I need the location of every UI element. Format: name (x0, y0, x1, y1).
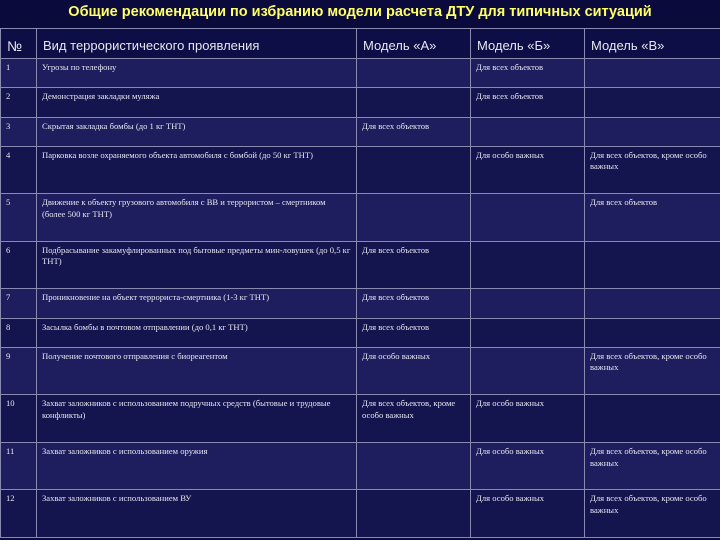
header-model-v: Модель «В» (585, 29, 720, 59)
row-model-a: Для всех объектов (357, 318, 471, 347)
row-model-v (585, 241, 720, 289)
row-model-b (471, 347, 585, 395)
row-num: 2 (1, 88, 37, 117)
table-row (1, 490, 720, 538)
row-model-b (471, 241, 585, 289)
row-model-b: Для особо важных (471, 146, 585, 194)
row-model-v (585, 318, 720, 347)
table-row (1, 347, 720, 395)
row-model-b (471, 117, 585, 146)
row-num: 10 (1, 395, 37, 443)
table-row (1, 318, 720, 347)
table-row (1, 395, 720, 443)
row-model-b: Для всех объектов (471, 88, 585, 117)
row-model-a: Для всех объектов (357, 117, 471, 146)
row-type: Парковка возле охраняемого объекта автомобиля с бомбой (до 50 кг ТНТ) (37, 146, 357, 194)
row-model-a: Для особо важных (357, 347, 471, 395)
row-num: 1 (1, 59, 37, 88)
row-num: 7 (1, 289, 37, 318)
row-model-a: Для всех объектов, кроме особо важных (357, 395, 471, 443)
row-model-b: Для особо важных (471, 395, 585, 443)
table-row (1, 241, 720, 289)
row-num: 12 (1, 490, 37, 538)
row-model-a: Для всех объектов (357, 241, 471, 289)
row-num: 8 (1, 318, 37, 347)
row-type: Получение почтового отправления с биореагентом (37, 347, 357, 395)
row-model-a (357, 59, 471, 88)
row-model-b (471, 194, 585, 242)
recommendations-table (0, 28, 720, 538)
table-row (1, 442, 720, 490)
row-model-b: Для особо важных (471, 490, 585, 538)
row-type: Захват заложников с использованием подручных средств (бытовые и трудовые конфликты) (37, 395, 357, 443)
row-type: Движение к объекту грузового автомобиля с ВВ и террористом – смертником (более 500 кг ТНТ) (37, 194, 357, 242)
row-type: Подбрасывание закамуфлированных под бытовые предметы мин-ловушек (до 0,5 кг ТНТ) (37, 241, 357, 289)
row-model-a: Для всех объектов (357, 289, 471, 318)
row-model-v (585, 395, 720, 443)
page-title: Общие рекомендации по избранию модели расчета ДТУ для типичных ситуаций (68, 4, 652, 20)
header-model-b: Модель «Б» (471, 29, 585, 59)
row-model-v (585, 289, 720, 318)
row-type: Проникновение на объект террориста-смертника (1-3 кг ТНТ) (37, 289, 357, 318)
table-row (1, 88, 720, 117)
row-num: 11 (1, 442, 37, 490)
row-type: Угрозы по телефону (37, 59, 357, 88)
row-num: 4 (1, 146, 37, 194)
row-num: 5 (1, 194, 37, 242)
row-model-a (357, 88, 471, 117)
row-type: Демонстрация закладки муляжа (37, 88, 357, 117)
table-row (1, 289, 720, 318)
row-num: 9 (1, 347, 37, 395)
header-type: Вид террористического проявления (37, 29, 357, 59)
row-num: 6 (1, 241, 37, 289)
row-model-v (585, 88, 720, 117)
row-model-v: Для всех объектов, кроме особо важных (585, 442, 720, 490)
row-model-v: Для всех объектов, кроме особо важных (585, 146, 720, 194)
row-model-v: Для всех объектов, кроме особо важных (585, 347, 720, 395)
header-num: № (1, 29, 37, 59)
row-type: Засылка бомбы в почтовом отправлении (до 0,1 кг ТНТ) (37, 318, 357, 347)
header-row (1, 29, 720, 59)
table-row (1, 194, 720, 242)
row-type: Захват заложников с использованием оружия (37, 442, 357, 490)
table-row (1, 146, 720, 194)
row-model-a (357, 146, 471, 194)
row-model-a (357, 442, 471, 490)
row-type: Скрытая закладка бомбы (до 1 кг ТНТ) (37, 117, 357, 146)
table-row (1, 59, 720, 88)
row-model-a (357, 490, 471, 538)
header-model-a: Модель «А» (357, 29, 471, 59)
row-model-v (585, 59, 720, 88)
row-model-b (471, 289, 585, 318)
row-model-b: Для всех объектов (471, 59, 585, 88)
row-model-v: Для всех объектов (585, 194, 720, 242)
row-model-b: Для особо важных (471, 442, 585, 490)
row-type: Захват заложников с использованием ВУ (37, 490, 357, 538)
row-model-b (471, 318, 585, 347)
row-model-v (585, 117, 720, 146)
row-model-a (357, 194, 471, 242)
table-row (1, 117, 720, 146)
row-model-v: Для всех объектов, кроме особо важных (585, 490, 720, 538)
row-num: 3 (1, 117, 37, 146)
